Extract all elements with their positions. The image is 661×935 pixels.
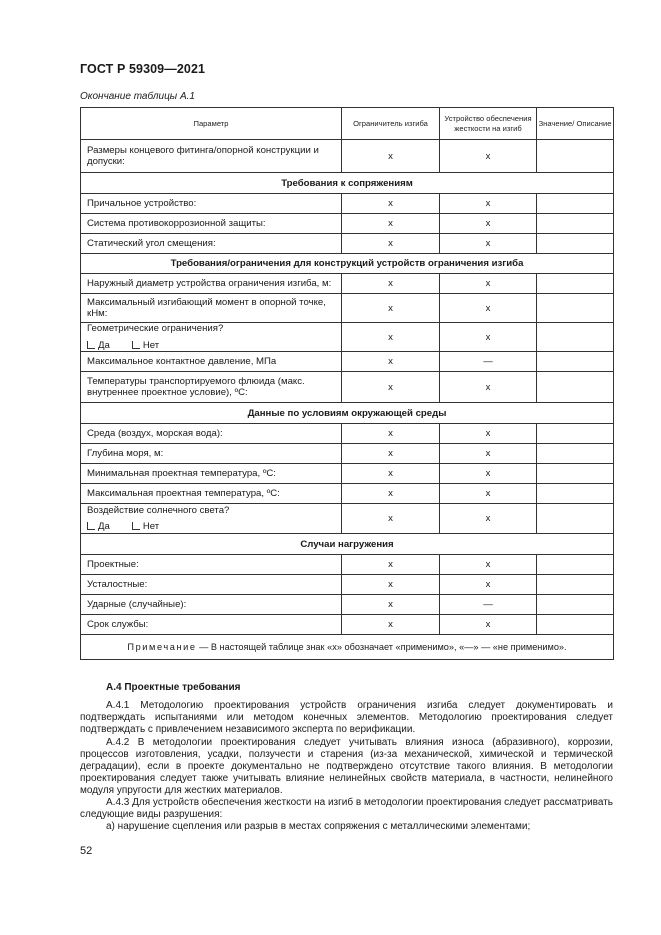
bend-limiter-cell: x	[342, 352, 440, 372]
checkbox-icon	[132, 522, 140, 530]
table-row	[81, 424, 614, 444]
column-header-parameter: Параметр	[81, 108, 342, 140]
bend-stiffener-cell: x	[440, 615, 537, 635]
bend-stiffener-cell: x	[440, 555, 537, 575]
bend-limiter-cell: x	[342, 424, 440, 444]
table-row	[81, 372, 614, 403]
checkbox-icon	[87, 522, 95, 530]
parameter-cell	[81, 323, 342, 352]
bend-limiter-cell: x	[342, 274, 440, 294]
section-heading: Данные по условиям окружающей среды	[81, 403, 614, 424]
checkbox-label: Да	[98, 339, 110, 351]
options-line	[87, 521, 341, 533]
bend-stiffener-cell: —	[440, 352, 537, 372]
bend-stiffener-cell: x	[440, 484, 537, 504]
checkbox-icon	[132, 341, 140, 349]
table-section-row	[81, 254, 614, 274]
table-row	[81, 234, 614, 254]
value-cell	[537, 294, 614, 323]
parameter-label: Система противокоррозионной защиты:	[87, 217, 266, 229]
bend-limiter-cell: x	[342, 194, 440, 214]
parameter-label: Максимальная проектная температура, ºС:	[87, 487, 280, 499]
table-section-row	[81, 534, 614, 555]
checkbox-label: Нет	[142, 521, 160, 532]
table-row	[81, 595, 614, 615]
table-row	[81, 504, 614, 534]
bend-stiffener-cell: x	[440, 504, 537, 534]
value-cell	[537, 484, 614, 504]
parameter-label: Наружный диаметр устройства ограничения изгиба, м:	[87, 277, 332, 289]
bend-limiter-cell: x	[342, 615, 440, 635]
table-row	[81, 352, 614, 372]
table-row	[81, 575, 614, 595]
checkbox-option	[132, 521, 159, 533]
checkbox-icon	[87, 341, 95, 349]
bend-stiffener-cell: x	[440, 140, 537, 173]
value-cell	[537, 140, 614, 173]
parameter-label: Геометрические ограничения?	[87, 323, 224, 334]
table-row	[81, 194, 614, 214]
bend-stiffener-cell: x	[440, 274, 537, 294]
parameter-label: Ударные (случайные):	[87, 598, 187, 610]
parameter-label: Среда (воздух, морская вода):	[87, 427, 223, 439]
bend-stiffener-cell: x	[440, 464, 537, 484]
bend-stiffener-cell: —	[440, 595, 537, 615]
parameter-label: Температуры транспортируемого флюида (макс. внутреннее проектное условие), ºС:	[87, 375, 305, 398]
table-body	[81, 140, 614, 635]
bend-limiter-cell: x	[342, 575, 440, 595]
parameter-cell	[81, 424, 342, 444]
parameter-cell	[81, 555, 342, 575]
table-row	[81, 294, 614, 323]
table-row	[81, 464, 614, 484]
table-row	[81, 555, 614, 575]
parameter-cell	[81, 615, 342, 635]
value-cell	[537, 352, 614, 372]
value-cell	[537, 504, 614, 534]
parameter-label: Размеры концевого фитинга/опорной конструкции и допуски:	[87, 144, 319, 167]
column-header-bend-stiffener: Устройство обеспечения жесткости на изгиб	[440, 108, 537, 140]
parameter-cell	[81, 504, 342, 534]
paragraph-a43-item-a: а) нарушение сцепления или разрыв в местах сопряжения с металлическими элементами;	[106, 821, 531, 832]
parameter-label: Воздействие солнечного света?	[87, 504, 230, 516]
parameter-label: Проектные:	[87, 558, 139, 570]
parameter-label: Усталостные:	[87, 578, 148, 590]
bend-limiter-cell: x	[342, 234, 440, 254]
column-header-value: Значение/ Описание	[537, 108, 614, 140]
parameter-label: Максимальный изгибающий момент в опорной точке, кНм:	[87, 296, 326, 319]
bend-limiter-cell: x	[342, 323, 440, 352]
section-heading: Требования/ограничения для конструкций устройств ограничения изгиба	[81, 254, 614, 274]
page-number: 52	[80, 845, 93, 857]
parameter-label: Глубина моря, м:	[87, 447, 164, 459]
table-row	[81, 444, 614, 464]
bend-limiter-cell: x	[342, 504, 440, 534]
bend-stiffener-cell: x	[440, 575, 537, 595]
value-cell	[537, 274, 614, 294]
standard-header: ГОСТ Р 59309—2021	[80, 62, 206, 76]
bend-limiter-cell: x	[342, 140, 440, 173]
table-note	[81, 635, 614, 660]
bend-stiffener-cell: x	[440, 323, 537, 352]
column-header-bend-limiter: Ограничитель изгиба	[342, 108, 440, 140]
paragraph-a41: А.4.1 Методологию проектирования устройств ограничения изгиба следует документировать и подтверждать испытаниями или методом конечных элементов. Методологию проектирования следует подтверждать с привлечением независимого эксперта по верификации.	[80, 700, 613, 736]
section-heading: Требования к сопряжениям	[81, 173, 614, 194]
parameter-cell	[81, 595, 342, 615]
value-cell	[537, 575, 614, 595]
bend-stiffener-cell: x	[440, 234, 537, 254]
bend-stiffener-cell: x	[440, 444, 537, 464]
parameter-cell	[81, 464, 342, 484]
parameter-cell	[81, 372, 342, 403]
parameter-label: Причальное устройство:	[87, 197, 197, 209]
table-row	[81, 323, 614, 352]
value-cell	[537, 234, 614, 254]
parameter-cell	[81, 352, 342, 372]
parameter-cell	[81, 234, 342, 254]
bend-limiter-cell: x	[342, 555, 440, 575]
bend-stiffener-cell: x	[440, 424, 537, 444]
table-caption: Окончание таблицы А.1	[80, 91, 195, 102]
bend-limiter-cell: x	[342, 372, 440, 403]
parameter-label: Срок службы:	[87, 618, 149, 630]
value-cell	[537, 323, 614, 352]
parameters-table	[80, 107, 614, 660]
table-row	[81, 214, 614, 234]
table-row	[81, 274, 614, 294]
note-label: Примечание	[127, 642, 197, 652]
section-title: А.4 Проектные требования	[106, 682, 241, 693]
bend-stiffener-cell: x	[440, 194, 537, 214]
bend-limiter-cell: x	[342, 444, 440, 464]
checkbox-option	[87, 340, 110, 352]
note-text: — В настоящей таблице знак «x» обозначает «применимо», «—» — «не применимо».	[196, 642, 567, 652]
value-cell	[537, 444, 614, 464]
bend-limiter-cell: x	[342, 294, 440, 323]
section-heading: Случаи нагружения	[81, 534, 614, 555]
parameter-label: Статический угол смещения:	[87, 237, 216, 249]
table-row	[81, 484, 614, 504]
checkbox-option	[87, 521, 110, 533]
value-cell	[537, 194, 614, 214]
parameter-cell	[81, 294, 342, 323]
checkbox-label: Нет	[142, 339, 160, 351]
bend-stiffener-cell: x	[440, 372, 537, 403]
table-section-row	[81, 173, 614, 194]
parameter-cell	[81, 444, 342, 464]
table-section-row	[81, 403, 614, 424]
value-cell	[537, 595, 614, 615]
parameter-cell	[81, 575, 342, 595]
bend-stiffener-cell: x	[440, 214, 537, 234]
table-row	[81, 140, 614, 173]
parameter-label: Максимальное контактное давление, МПа	[87, 355, 277, 367]
parameter-cell	[81, 140, 342, 173]
value-cell	[537, 615, 614, 635]
parameter-cell	[81, 484, 342, 504]
parameter-label: Минимальная проектная температура, ºС:	[87, 467, 276, 479]
value-cell	[537, 372, 614, 403]
table-row	[81, 615, 614, 635]
paragraph-a42: А.4.2 В методологии проектирования следует учитывать влияния износа (абразивного), коррозии, процессов изготовления, усадки, ползучести и старения (из-за механической, химической и термической деградации), если в проекте документально не подтверждено отсутствие такого влияния. В методологии проектирования следует также учитывать влияние нелинейных свойств материала, в частности, нелинейного модуля упругости для жестких материалов.	[80, 737, 613, 797]
value-cell	[537, 464, 614, 484]
table-header-row	[81, 108, 614, 140]
bend-stiffener-cell: x	[440, 294, 537, 323]
options-line	[87, 340, 341, 352]
parameter-cell	[81, 194, 342, 214]
value-cell	[537, 214, 614, 234]
bend-limiter-cell: x	[342, 214, 440, 234]
checkbox-option	[132, 340, 159, 352]
parameter-cell	[81, 214, 342, 234]
value-cell	[537, 555, 614, 575]
table-note-row	[81, 635, 614, 660]
bend-limiter-cell: x	[342, 464, 440, 484]
bend-limiter-cell: x	[342, 484, 440, 504]
value-cell	[537, 424, 614, 444]
parameter-cell	[81, 274, 342, 294]
checkbox-label: Да	[98, 521, 110, 532]
paragraph-a43: А.4.3 Для устройств обеспечения жесткости на изгиб в методологии проектирования следует рассматривать следующие виды разрушения:	[80, 797, 613, 821]
bend-limiter-cell: x	[342, 595, 440, 615]
